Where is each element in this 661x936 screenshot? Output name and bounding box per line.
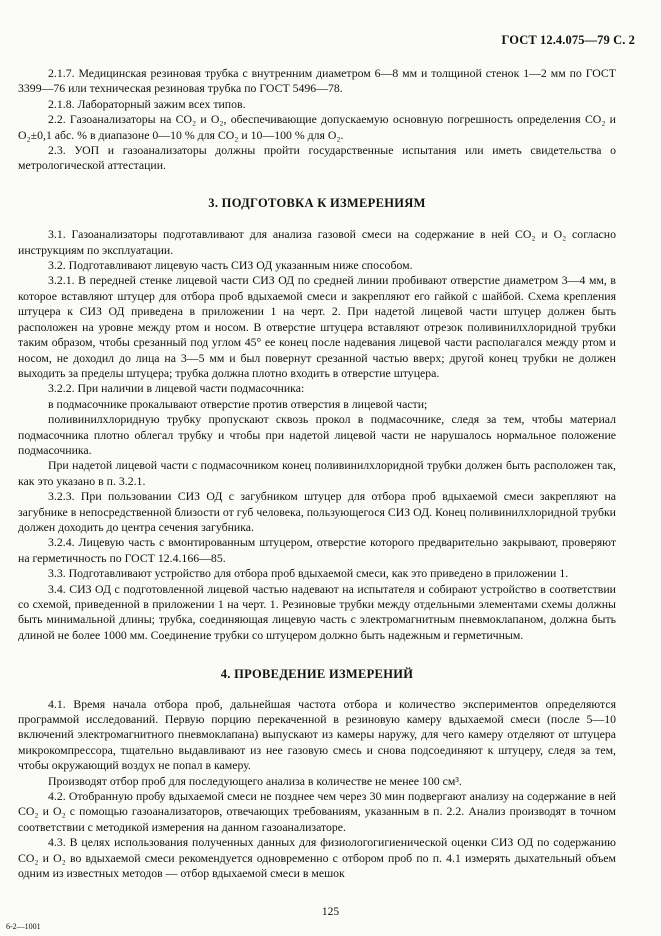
document-body <box>18 66 616 882</box>
paragraph-3-2-3: 3.2.3. При пользовании СИЗ ОД с загубником штуцер для отбора проб вдыхаемой смеси закрепляют на загубнике в непосредственной близости от губ человека, пользующегося СИЗ ОД. Конец поливинилхлоридной трубки должен доходить до центра сечения загубника. <box>18 489 616 534</box>
paragraph-2-1-8: 2.1.8. Лабораторный зажим всех типов. <box>48 96 246 111</box>
section-heading-3: 3. ПОДГОТОВКА К ИЗМЕРЕНИЯМ <box>208 195 426 210</box>
paragraph-3-2-2-a: в подмасочнике прокалывают отверстие против отверстия в лицевой части; <box>48 396 428 411</box>
page-number: 125 <box>321 906 340 918</box>
paragraph-3-2: 3.2. Подготавливают лицевую часть СИЗ ОД указанным ниже способом. <box>48 258 413 273</box>
paragraph-3-2-4: 3.2.4. Лицевую часть с вмонтированным штуцером, отверстие которого предварительно закрывают, проверяют на герметичность по ГОСТ 12.4.166—85. <box>18 535 616 565</box>
paragraph-3-1: 3.1. Газоанализаторы подготавливают для анализа газовой смеси на содержание в ней CO₂ и O₂ согласно инструкциям по эксплуатации. <box>18 227 616 257</box>
paragraph-4-3: 4.3. В целях использования полученных данных для физиологогигиенической оценки СИЗ ОД по содержанию CO₂ и O₂ во вдыхаемой смеси рекомендуется одновременно с отбором проб по п. 4.1 измерять дыхательный объем одним из известных методов — отбор вдыхаемой смеси в мешок <box>18 835 616 881</box>
paragraph-2-1-7: 2.1.7. Медицинская резиновая трубка с внутренним диаметром 6—8 мм и толщиной стенок 1—2 мм по ГОСТ 3399—76 или техническая резиновая трубка по ГОСТ 5496—78. <box>18 66 616 96</box>
section-heading-4: 4. ПРОВЕДЕНИЕ ИЗМЕРЕНИЙ <box>220 667 414 682</box>
paragraph-2-3: 2.3. УОП и газоанализаторы должны пройти государственные испытания или иметь свидетельства о метрологической аттестации. <box>18 143 616 173</box>
print-code: 6-2—1001 <box>6 922 41 931</box>
paragraph-3-3: 3.3. Подготавливают устройство для отбора проб вдыхаемой смеси, как это приведено в приложении 1. <box>48 566 569 581</box>
paragraph-4-1-b: Производят отбор проб для последующего анализа в количестве не менее 100 см³. <box>48 773 462 788</box>
paragraph-3-2-2: 3.2.2. При наличии в лицевой части подмасочника: <box>48 381 305 396</box>
paragraph-4-1: 4.1. Время начала отбора проб, дальнейшая частота отбора и количество экспериментов определяются программой исследований. Первую порцию перекаченной в резиновую камеру вдыхаемой смеси (после 5—10 включений электромагнитного пневмоклапана) выпускают из камеры наружу, для чего камеру отделяют от штуцера микрокомпрессора, тщательно выдавливают из нее газовую смесь и снова подсоединяют к штуцеру, следя за тем, чтобы окружающий воздух не попал в камеру. <box>18 696 616 773</box>
paragraph-3-2-2-c: При надетой лицевой части с подмасочником конец поливинилхлоридной трубки должен быть расположен так, как это указано в п. 3.2.1. <box>18 458 616 488</box>
paragraph-3-2-2-b: поливинилхлоридную трубку пропускают сквозь прокол в подмасочнике, следя за тем, чтобы материал подмасочника плотно облегал трубку и чтобы при надетой лицевой части не нарушалось нормальное положение подмасочника. <box>18 412 616 457</box>
paragraph-4-2: 4.2. Отобранную пробу вдыхаемой смеси не позднее чем через 30 мин подвергают анализу на содержание в ней CO₂ и O₂ с помощью газоанализаторов, отвечающих требованиям, указанным в п. 2.2. Анализ производят в точном соответствии с методикой измерения на данном газоанализаторе. <box>18 789 616 834</box>
document-header: ГОСТ 12.4.075—79 С. 2 <box>501 33 635 47</box>
paragraph-3-4: 3.4. СИЗ ОД с подготовленной лицевой частью надевают на испытателя и собирают устройство в соответствии со схемой, приведенной в приложении 1 на черт. 1. Резиновые трубки между отдельными элементами схемы должны быть минимальной длины; трубка, соединяющая лицевую часть с электромагнитным пневмоклапаном, должна быть длиной не более 1000 мм. Соединение трубки со штуцером должно быть надежным и герметичным. <box>18 581 616 642</box>
paragraph-3-2-1: 3.2.1. В передней стенке лицевой части СИЗ ОД по средней линии пробивают отверстие диаметром 3—4 мм, в которое вставляют штуцер для отбора проб вдыхаемой смеси и закрепляют его гайкой с шайбой. Схема крепления штуцера к СИЗ ОД приведена в приложении 1 на черт. 2. При надетой лицевой части штуцер должен быть расположен на уровне между ртом и носом. В отверстие штуцера вставляют отрезок поливинилхлоридной трубки таким образом, чтобы срезанный под углом 45° ее конец после надевания лицевой части располагался между ртом и носом, не доходил до лица на 3—5 мм и был повернут срезанной частью вверх; другой конец трубки не должен выходить за пределы штуцера; трубка должна плотно входить в отверстие штуцера. <box>18 273 616 380</box>
paragraph-2-2: 2.2. Газоанализаторы на CO₂ и O₂, обеспечивающие допускаемую основную погрешность определения CO₂ и O₂±0,1 абс. % в диапазоне 0—10 % для CO₂ и 10—100 % для O₂. <box>18 112 616 142</box>
